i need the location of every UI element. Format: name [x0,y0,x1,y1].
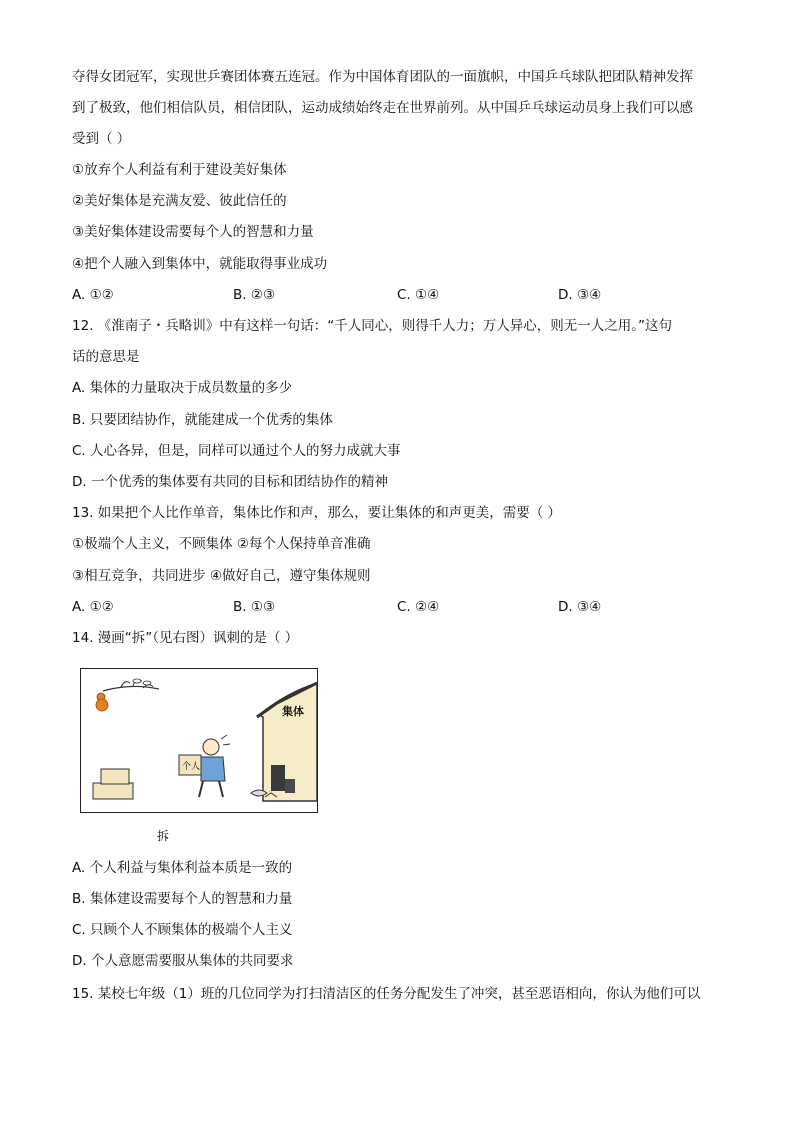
box-label: 个人 [182,762,201,772]
option-c[interactable]: C. 只顾个人不顾集体的极端个人主义 [72,922,293,938]
question-text: 到了极致，他们相信队员，相信团队，运动成绩始终走在世界前列。从中国乒乓球运动员身上我们可以感 [72,100,693,116]
question-text: 12. 《淮南子・兵略训》中有这样一句话：“千人同心，则得千人力；万人异心，则无一人之用。”这句 [72,318,672,334]
option-c[interactable]: C. ②④ [397,599,440,615]
option-b[interactable]: B. ①③ [233,599,276,615]
question-text: 14. 漫画“拆”（见右图）讽刺的是（ ） [72,630,299,646]
option-d[interactable]: D. 个人意愿需要服从集体的共同要求 [72,953,294,969]
option-d[interactable]: D. ③④ [558,599,602,615]
question-text: 话的意思是 [72,349,140,365]
figure-caption: 拆 [157,829,170,843]
option-d[interactable]: D. ③④ [558,287,602,303]
cartoon-figure [80,668,318,813]
option-b[interactable]: B. 只要团结协作，就能建成一个优秀的集体 [72,412,333,428]
option-a[interactable]: A. 集体的力量取决于成员数量的多少 [72,380,293,396]
option-c[interactable]: C. 人心各异，但是，同样可以通过个人的努力成就大事 [72,443,401,459]
statement: ④把个人融入到集体中，就能取得事业成功 [72,256,328,272]
option-b[interactable]: B. ②③ [233,287,276,303]
statement: ①极端个人主义，不顾集体 ②每个人保持单音准确 [72,536,371,552]
question-text: 受到（ ） [72,131,131,147]
option-a[interactable]: A. ①② [72,599,114,615]
wall-label: 集体 [282,705,304,718]
question-text: 夺得女团冠军，实现世乒赛团体赛五连冠。作为中国体育团队的一面旗帜，中国乒乓球队把团队精神发挥 [72,69,693,85]
cartoon-illustration [81,669,317,812]
option-b[interactable]: B. 集体建设需要每个人的智慧和力量 [72,891,293,907]
option-d[interactable]: D. 一个优秀的集体要有共同的目标和团结协作的精神 [72,474,388,490]
option-c[interactable]: C. ①④ [397,287,440,303]
question-text: 15. 某校七年级（1）班的几位同学为打扫清洁区的任务分配发生了冲突，甚至恶语相向，你认为他们可以 [72,986,701,1002]
statement: ③相互竞争，共同进步 ④做好自己，遵守集体规则 [72,568,371,584]
question-text: 13. 如果把个人比作单音，集体比作和声，那么，要让集体的和声更美，需要（ ） [72,505,562,521]
statement: ①放弃个人利益有利于建设美好集体 [72,162,287,178]
statement: ②美好集体是充满友爱、彼此信任的 [72,193,287,209]
option-a[interactable]: A. ①② [72,287,114,303]
statement: ③美好集体建设需要每个人的智慧和力量 [72,224,314,240]
option-a[interactable]: A. 个人利益与集体利益本质是一致的 [72,860,293,876]
